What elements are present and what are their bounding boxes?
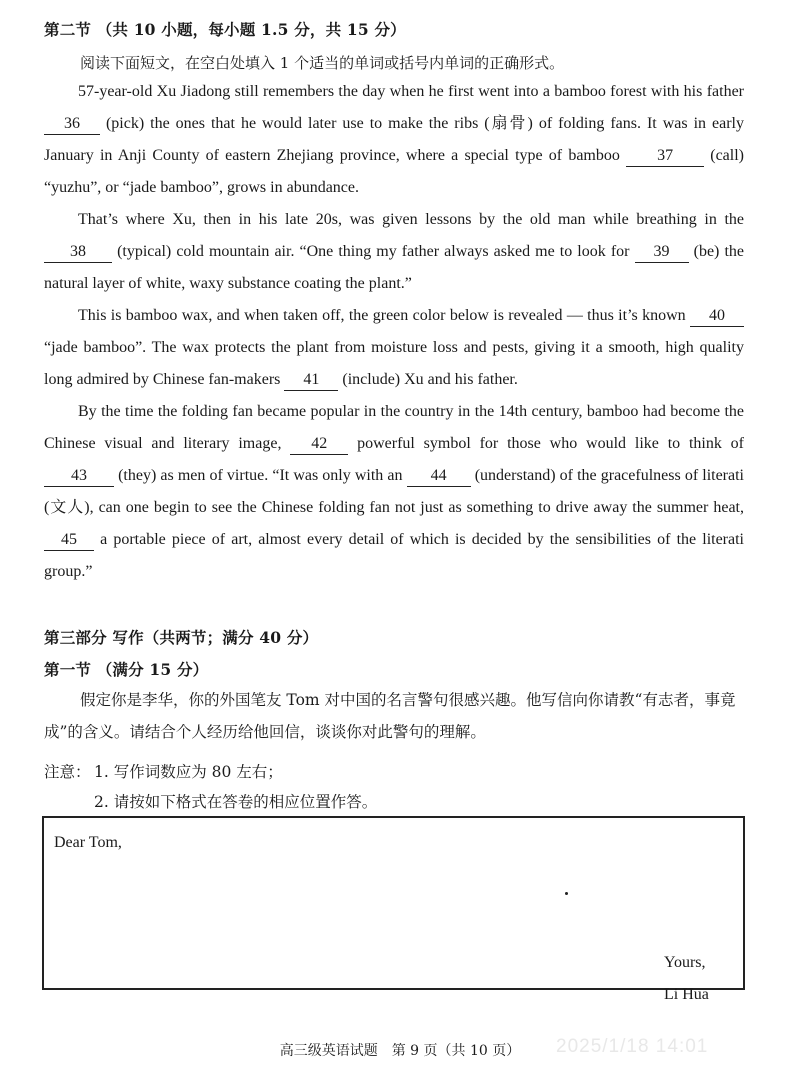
letter-format-box (42, 816, 745, 1003)
blank-41[interactable]: 41 (284, 370, 338, 391)
note-item-2: 2. 请按如下格式在答卷的相应位置作答。 (94, 793, 378, 811)
blank-38[interactable]: 38 (44, 242, 112, 263)
part-3-heading: 第三部分 写作（共两节；满分 40 分） (44, 628, 319, 647)
passage-paragraph-4: By the time the folding fan became popular in the country in the 14th century, bamboo had become the Chinese visual and literary image, 42 powerful symbol for those who would like to think of 43 (they) as men of virtue. “It was only with an 44 (understand) of the gracefulness of literati (文人), can one begin to see the Chinese folding fan not just as something to drive away the summer heat, 45 a portable piece of art, almost every detail of which is decided by the sensibilities of the literati group.” (44, 403, 745, 580)
section-2-heading: 第二节 （共 10 小题，每小题 1.5 分，共 15 分） (44, 20, 406, 39)
blank-39[interactable]: 39 (635, 242, 689, 263)
stray-dot (565, 892, 568, 895)
letter-greeting: Dear Tom, (54, 834, 122, 851)
letter-closing: Yours, (664, 954, 706, 971)
passage-paragraph-3: This is bamboo wax, and when taken off, the green color below is revealed — thus it’s known 40 “jade bamboo”. The wax protects the plant from moisture loss and pests, giving it a smooth, high quality long admired by Chinese fan-makers 41 (include) Xu and his father. (44, 300, 744, 396)
blank-42[interactable]: 42 (290, 434, 348, 455)
page-footer: 高三级英语试题 第 9 页（共 10 页） (279, 1043, 521, 1059)
blank-45[interactable]: 45 (44, 530, 94, 551)
section-1-heading: 第一节 （满分 15 分） (44, 660, 209, 679)
passage-paragraph-1: 57-year-old Xu Jiadong still remembers the day when he first went into a bamboo forest with his father 36 (pick) the ones that he would later use to make the ribs (扇骨) of folding fans. It was in early January in Anji County of eastern Zhejiang province, where a special type of bamboo 37 (call) “yuzhu”, or “jade bamboo”, grows in abundance. (44, 83, 745, 196)
blank-37[interactable]: 37 (626, 146, 704, 167)
note-label: 注意： (44, 763, 91, 781)
note-item-1: 1. 写作词数应为 80 左右； (94, 763, 283, 781)
blank-40[interactable]: 40 (690, 306, 744, 327)
writing-prompt: 假定你是李华，你的外国笔友 Tom 对中国的名言警句很感兴趣。他写信向你请教“有志者，事竟成”的含义。请结合个人经历给他回信，谈谈你对此警句的理解。 (44, 691, 736, 741)
blank-44[interactable]: 44 (407, 466, 471, 487)
blank-36[interactable]: 36 (44, 114, 100, 135)
scan-timestamp-watermark: 2025/1/18 14:01 (556, 1036, 709, 1057)
passage-paragraph-2: That’s where Xu, then in his late 20s, was given lessons by the old man while breathing in the 38 (typical) cold mountain air. “One thing my father always asked me to look for 39 (be) the natural layer of white, waxy substance coating the plant.” (44, 211, 744, 292)
section-2-instruction: 阅读下面短文，在空白处填入 1 个适当的单词或括号内单词的正确形式。 (80, 54, 565, 72)
letter-signature: Li Hua (664, 986, 709, 1003)
blank-43[interactable]: 43 (44, 466, 114, 487)
